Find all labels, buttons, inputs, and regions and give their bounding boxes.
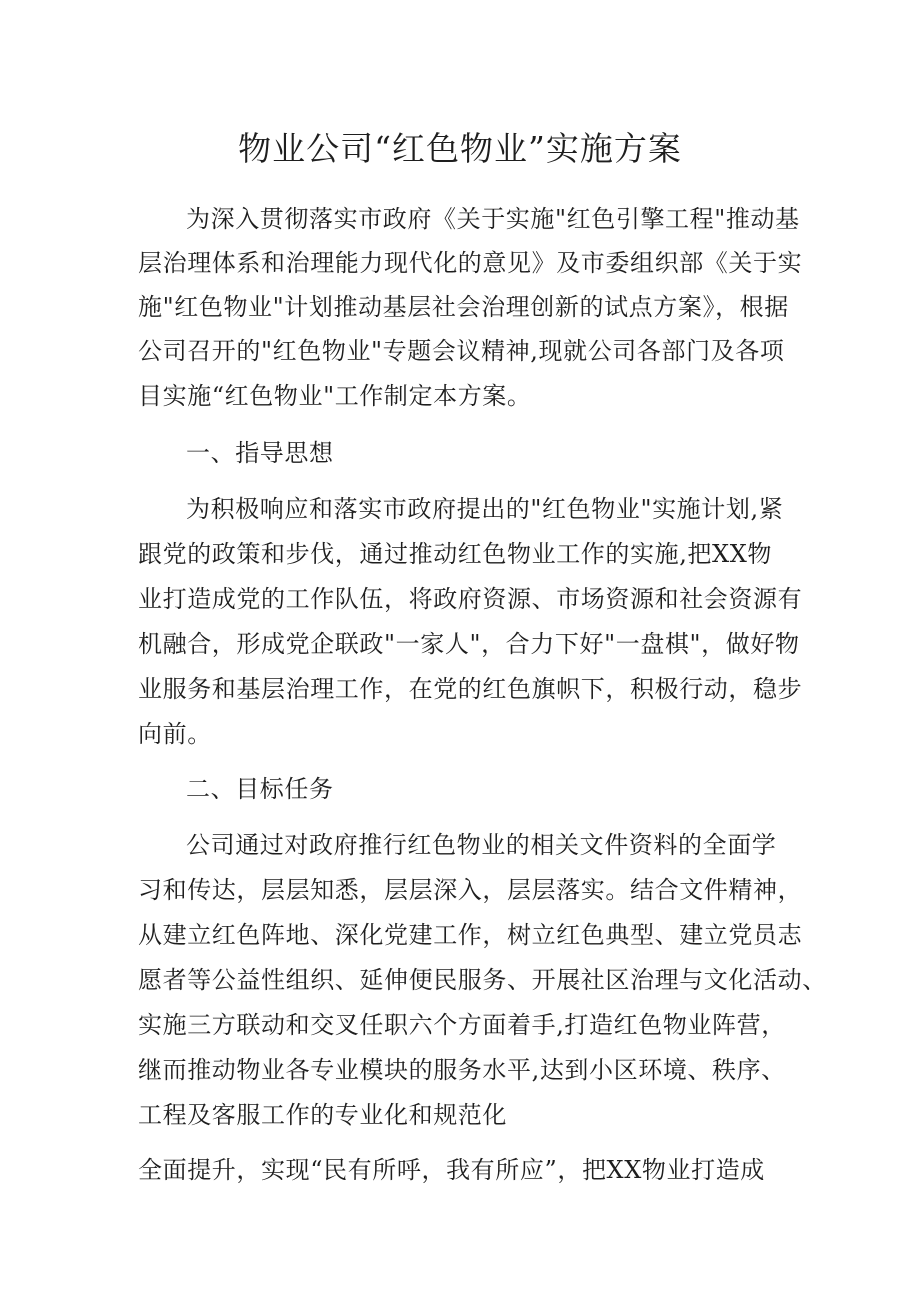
paragraph-line: 公司通过对政府推行红色物业的相关文件资料的全面学: [186, 831, 777, 859]
paragraph-line: 施"红色物业"计划推动基层社会治理创新的试点方案》，根据: [138, 293, 789, 321]
paragraph-line: 机融合，形成党企联政"一家人"，合力下好"一盘棋"，做好物: [138, 630, 800, 658]
paragraph-line: 从建立红色阵地、深化党建工作，树立红色典型、建立党员志: [138, 921, 803, 949]
section-heading: 一、指导思想: [186, 439, 334, 467]
paragraph-line: 公司召开的"红色物业"专题会议精神,现就公司各部门及各项: [138, 337, 785, 365]
paragraph-line: 业打造成党的工作队伍，将政府资源、市场资源和社会资源有: [138, 585, 803, 613]
paragraph-line: 为深入贯彻落实市政府《关于实施"红色引擎工程"推动基: [186, 205, 800, 233]
section-heading: 二、目标任务: [186, 775, 334, 803]
paragraph-line: 层治理体系和治理能力现代化的意见》及市委组织部《关于实: [138, 249, 803, 277]
paragraph-line: 业服务和基层治理工作，在党的红色旗帜下，积极行动，稳步: [138, 675, 803, 703]
paragraph-line: 跟党的政策和步伐，通过推动红色物业工作的实施,把XX物: [138, 540, 772, 568]
paragraph-line: 愿者等公益性组织、延伸便民服务、开展社区治理与文化活动、: [138, 966, 827, 994]
paragraph-line: 习和传达，层层知悉，层层深入，层层落实。结合文件精神，: [138, 876, 803, 904]
paragraph-line: 为积极响应和落实市政府提出的"红色物业"实施计划,紧: [186, 495, 784, 523]
paragraph-line: 全面提升，实现“民有所呼，我有所应”，把XX物业打造成: [138, 1156, 765, 1184]
document-title: 物业公司“红色物业”实施方案: [238, 129, 682, 168]
paragraph-line: 实施三方联动和交叉任职六个方面着手,打造红色物业阵营，: [138, 1011, 786, 1039]
paragraph-line: 目实施“红色物业"工作制定本方案。: [138, 382, 532, 410]
paragraph-line: 向前。: [138, 720, 212, 748]
paragraph-line: 工程及客服工作的专业化和规范化: [138, 1101, 507, 1129]
paragraph-line: 继而推动物业各专业模块的服务水平,达到小区环境、秩序、: [138, 1056, 786, 1084]
